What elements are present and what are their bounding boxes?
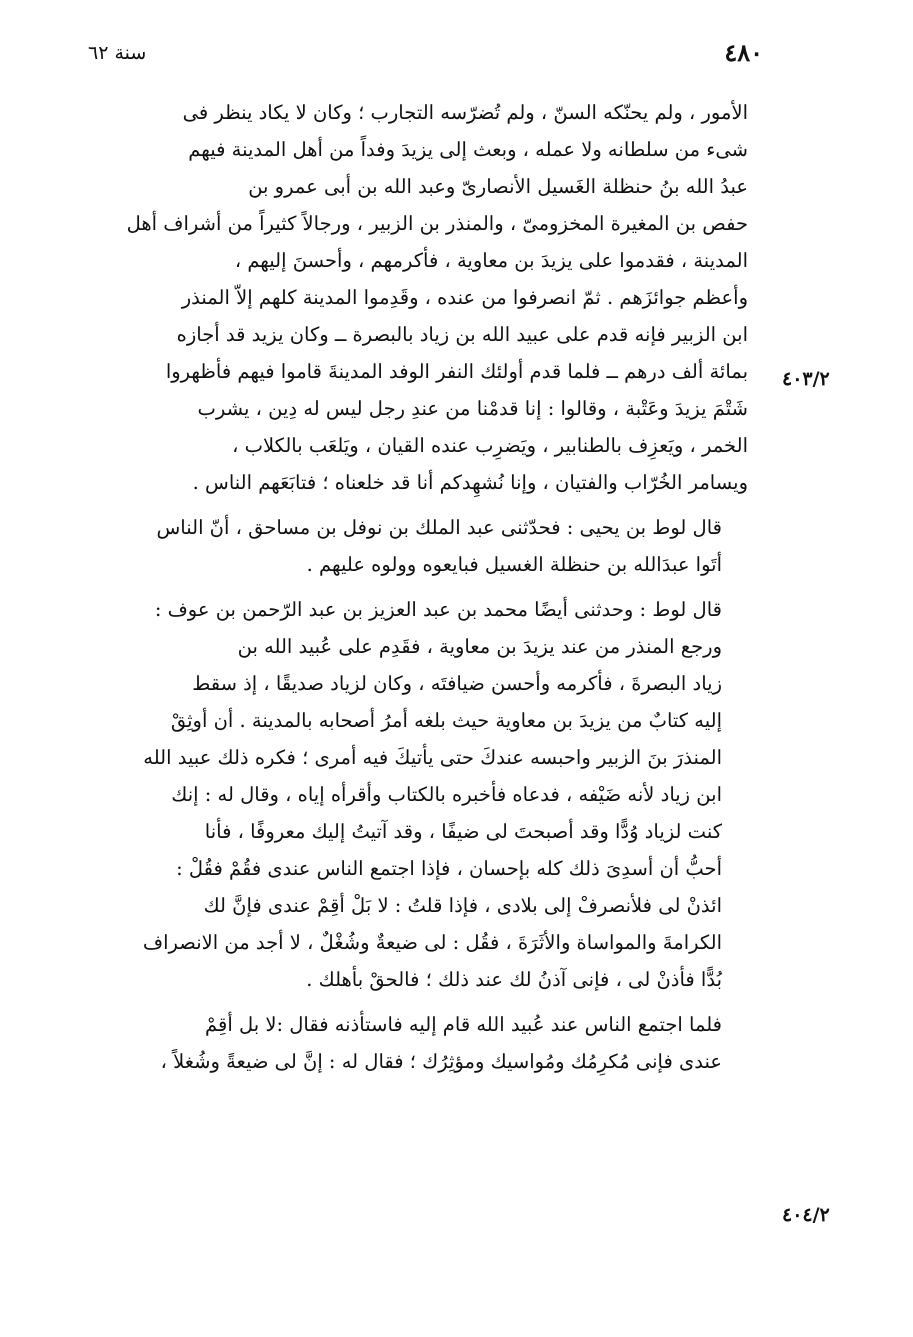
body-text xyxy=(96,94,748,1088)
text-line: ابن زياد لأنه ضَيْفه ، فدعاه فأخبره بالكتاب وأقرأه إياه ، وقال له : إنك xyxy=(171,783,722,806)
text-line: الخمر ، ويَعزِف بالطنابير ، ويَضرِب عنده القيان ، ويَلعَب بالكلاب ، xyxy=(232,434,748,457)
year-label: سنة ٦٢ xyxy=(88,42,147,64)
text-line: فلما اجتمع الناس عند عُبيد الله قام إليه فاستأذنه فقال :لا بل أقِمْ xyxy=(205,1013,722,1036)
paragraph xyxy=(96,509,748,583)
page-number: ٤٨٠ xyxy=(724,38,763,67)
text-line: إليه كتابٌ من يزيدَ بن معاوية حيث بلغه أمرُ أصحابه بالمدينة . أن أوثِقْ xyxy=(170,709,722,732)
text-line: الأمور ، ولم يحنّكه السنّ ، ولم تُضرّسه التجارب ؛ وكان لا يكاد ينظر فى xyxy=(182,101,748,124)
paragraph xyxy=(96,94,748,501)
text-line: الكرامةَ والمواساة والأثَرَةَ ، فقُل : لى ضيعةٌ وشُغْلٌ ، لا أجد من الانصراف xyxy=(142,931,722,954)
text-line: عبدُ الله بنُ حنظلة الغَسيل الأنصارىّ وعبد الله بن أبى عمرو بن xyxy=(248,175,748,198)
text-line: شىء من سلطانه ولا عمله ، وبعث إلى يزيدَ وفداً من أهل المدينة فيهم xyxy=(188,138,748,161)
text-line: شَتْمَ يزيدَ وعَتْبة ، وقالوا : إنا قدمْنا من عندِ رجل ليس له دِين ، يشرب xyxy=(197,397,748,420)
text-line: وأعظم جوائزَهم . ثمّ انصرفوا من عنده ، وقَدِموا المدينة كلهم إلاّ المنذر xyxy=(181,286,748,309)
text-line: أحبُّ أن أسدِىَ ذلك كله بإحسان ، فإذا اجتمع الناس عندى فقُمْ فقُلْ : xyxy=(176,857,722,880)
text-line: قال لوط : وحدثنى أيضًا محمد بن عبد العزيز بن عبد الرّحمن بن عوف : xyxy=(154,598,722,621)
text-line: كنت لزياد وُدًّا وقد أصبحتَ لى ضيفًا ، وقد آتيتُ إليك معروفًا ، فأنا xyxy=(204,820,722,843)
text-line: ائذنْ لى فلأنصرفْ إلى بلادى ، فإذا قلتُ : لا بَلْ أقِمْ عندى فإنَّ لك xyxy=(203,894,722,917)
text-line: قال لوط بن يحيى : فحدّثنى عبد الملك بن نوفل بن مساحق ، أنّ الناس xyxy=(156,516,722,539)
text-line: المنذرَ بنَ الزبير واحبسه عندكَ حتى يأتيكَ فيه أمرى ؛ فكره ذلك عبيد الله xyxy=(143,746,722,769)
text-line: ورجع المنذر من عند يزيدَ بن معاوية ، فقَدِم على عُبيد الله بن xyxy=(237,635,722,658)
running-head xyxy=(0,38,913,72)
text-line: بمائة ألف درهم ــ فلما قدم أولئك النفر الوفد المدينةَ قاموا فيهم فأظهروا xyxy=(165,360,748,383)
text-line: بُدًّا فأذنْ لى ، فإنى آذنُ لك عند ذلك ؛ فالحقْ بأهلك . xyxy=(306,968,722,991)
text-line: ابن الزبير فإنه قدم على عبيد الله بن زياد بالبصرة ــ وكان يزيد قد أجازه xyxy=(176,323,748,346)
margin-reference: ٤٠٣/٢ xyxy=(782,368,830,390)
text-line: حفص بن المغيرة المخزومىّ ، والمنذر بن الزبير ، ورجالاً كثيراً من أشراف أهل xyxy=(126,212,748,235)
margin-reference: ٤٠٤/٢ xyxy=(782,1204,830,1226)
text-line: المدينة ، فقدموا على يزيدَ بن معاوية ، فأكرمهم ، وأحسنَ إليهم ، xyxy=(234,249,748,272)
text-line: عندى فإنى مُكرِمُك ومُواسيك ومؤثِرُك ؛ فقال له : إنَّ لى ضيعةً وشُغلاً ، xyxy=(160,1050,722,1073)
paragraph xyxy=(96,591,748,998)
text-line: ويسامر الخُرّاب والفتيان ، وإنا نُشهِدكم أنا قد خلعناه ؛ فتابَعَهم الناس . xyxy=(192,471,748,494)
text-line: أتَوا عبدَالله بن حنظلة الغسيل فبايعوه وولوه عليهم . xyxy=(306,553,722,576)
paragraph xyxy=(96,1006,748,1080)
text-line: زياد البصرةَ ، فأكرمه وأحسن ضيافتَه ، وكان لزياد صديقًا ، إذ سقط xyxy=(192,672,722,695)
